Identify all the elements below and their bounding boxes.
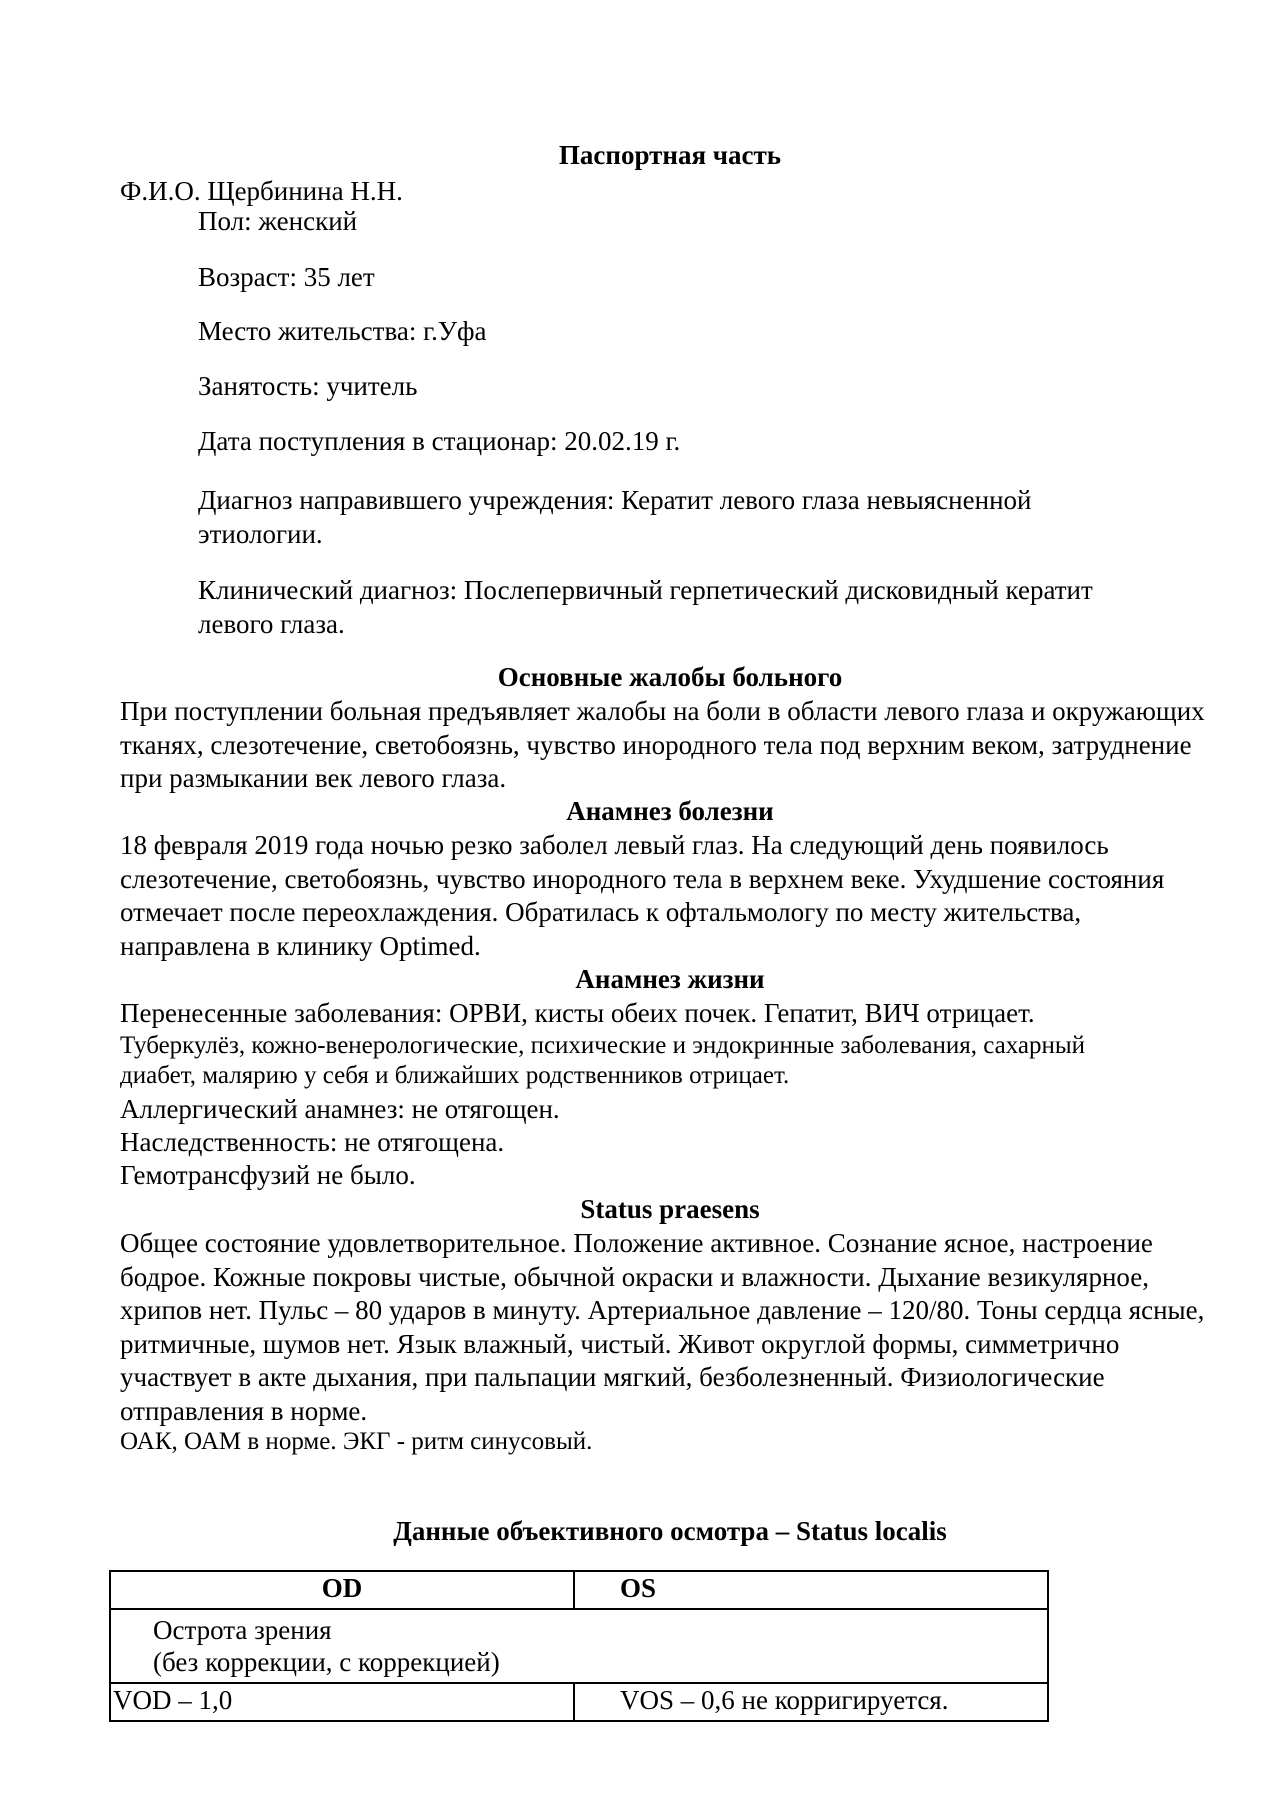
table-row-acuity-label [110, 1609, 1048, 1683]
status-localis-heading: Данные объективного осмотра – Status localis [393, 1516, 947, 1546]
disease-history-text: 18 февраля 2019 года ночью резко заболел левый глаз. На следующий день появилось слезотечение, светобоязнь, чувство инородного тела в верхнем веке. Ухудшение состояния отмечает после переохлаждения. Обратилась к офтальмологу по месту жительства, направлена в клинику Optimed. [120, 830, 1165, 961]
transfusions: Гемотрансфузий не было. [120, 1160, 416, 1190]
patient-sex: Пол: женский [198, 206, 358, 236]
passport-heading: Паспортная часть [558, 140, 782, 170]
status-localis-table [109, 1570, 1049, 1722]
visual-acuity-label [110, 1609, 1048, 1683]
status-praesens-heading: Status praesens [580, 1194, 760, 1224]
patient-residence: Место жительства: г.Уфа [198, 316, 487, 346]
disease-history-heading: Анамнез болезни [566, 796, 774, 826]
vod-value: VOD – 1,0 [110, 1683, 574, 1721]
table-header-row [110, 1571, 1048, 1609]
clinical-diagnosis-line-2: левого глаза. [198, 609, 345, 639]
column-header-os: OS [574, 1571, 1048, 1609]
visual-acuity-label-line-2: (без коррекции, с коррекцией) [153, 1647, 500, 1677]
patient-age: Возраст: 35 лет [198, 262, 375, 292]
complaints-text: При поступлении больная предъявляет жалобы на боли в области левого глаза и окружающих тканях, слезотечение, светобоязнь, чувство инородного тела под верхним веком, затруднение при размыкании век левого глаза. [120, 696, 1205, 793]
patient-name: Ф.И.О. Щербинина Н.Н. [120, 176, 403, 206]
visual-acuity-label-line-1: Острота зрения [153, 1615, 332, 1645]
patient-occupation: Занятость: учитель [198, 371, 418, 401]
column-header-od: OD [110, 1571, 574, 1609]
clinical-diagnosis-line-1: Клинический диагноз: Послепервичный герпетический дисковидный кератит [198, 575, 1093, 605]
referral-diagnosis-line-1: Диагноз направившего учреждения: Кератит левого глаза невыясненной [198, 485, 1032, 515]
complaints-heading: Основные жалобы больного [497, 662, 843, 692]
status-praesens-text: Общее состояние удовлетворительное. Положение активное. Сознание ясное, настроение бодрое. Кожные покровы чистые, обычной окраски и влажности. Дыхание везикулярное, хрипов нет. Пульс – 80 ударов в минуту. Артериальное давление – 120/80. Тоны сердца ясные, ритмичные, шумов нет. Язык влажный, чистый. Живот округлой формы, симметрично участвует в акте дыхания, при пальпации мягкий, безболезненный. Физиологические отправления в норме. [120, 1228, 1205, 1426]
table-row-acuity-values [110, 1683, 1048, 1721]
life-history-heading: Анамнез жизни [575, 964, 765, 994]
lab-results: ОАК, ОАМ в норме. ЭКГ - ритм синусовый. [120, 1428, 593, 1455]
vos-value: VOS – 0,6 не корригируется. [574, 1683, 1048, 1721]
allergy-history: Аллергический анамнез: не отягощен. [120, 1094, 560, 1124]
admission-date: Дата поступления в стационар: 20.02.19 г. [198, 426, 681, 456]
life-history-line-3: диабет, малярию у себя и ближайших родственников отрицает. [120, 1062, 790, 1089]
heredity: Наследственность: не отягощена. [120, 1127, 505, 1157]
referral-diagnosis-line-2: этиологии. [198, 519, 323, 549]
life-history-line-2: Туберкулёз, кожно-венерологические, психические и эндокринные заболевания, сахарный [120, 1032, 1086, 1059]
life-history-line-1: Перенесенные заболевания: ОРВИ, кисты обеих почек. Гепатит, ВИЧ отрицает. [120, 998, 1035, 1028]
